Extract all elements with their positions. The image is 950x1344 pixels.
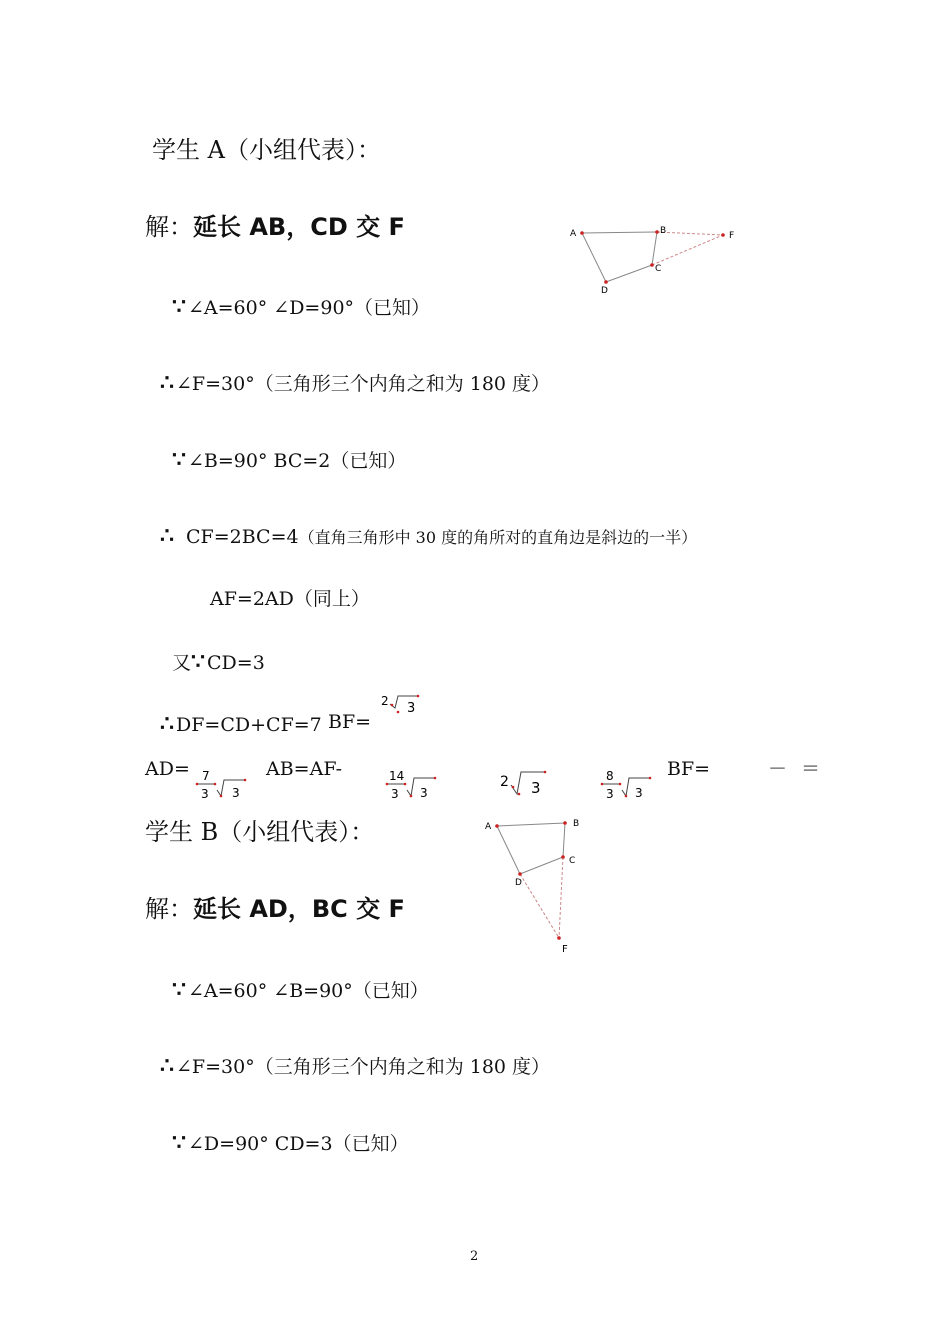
figure-b-label-c: C (569, 856, 576, 866)
fraction-8-over-3-root-3 (598, 766, 658, 802)
because-symbol: ∵ (172, 977, 186, 1003)
therefore-symbol: ∴ (160, 1053, 174, 1079)
coef-text: 2 (500, 774, 509, 790)
student-a-title: 学生 A（小组代表）： (152, 136, 381, 164)
solve-label: 解： (145, 213, 193, 241)
line-a5: AF=2AD（同上） (210, 588, 370, 610)
bf-label-2: BF= (667, 758, 711, 780)
denominator-text: 3 (201, 787, 209, 801)
bf-label: BF= (328, 711, 372, 733)
figure-a (565, 220, 765, 300)
bf-value-2-root-3 (378, 690, 428, 720)
figure-a-label-a: A (570, 229, 577, 239)
ad-value-fraction (193, 766, 253, 802)
because-symbol: ∵ (172, 447, 186, 473)
denominator-text: 3 (391, 787, 399, 801)
trailing-operators: － ＝ (768, 758, 825, 780)
figure-a-label-d: D (601, 286, 608, 296)
therefore-symbol: ∴ (160, 711, 174, 737)
radicand-text: 3 (635, 786, 643, 800)
fraction-14-over-3-root-3 (383, 766, 443, 802)
ab-label: AB=AF- (266, 758, 343, 780)
therefore-symbol: ∴ (160, 370, 174, 396)
therefore-symbol: ∴ (160, 523, 174, 549)
value-2-root-3 (497, 766, 557, 802)
solve-label: 解： (145, 895, 193, 923)
line-a4: ∴ CF=2BC=4（直角三角形中 30 度的角所对的直角边是斜边的一半） (160, 523, 698, 549)
line-a1: ∵ ∠A=60° ∠D=90°（已知） (172, 294, 431, 320)
solve-text: 延长 AB，CD 交 F (193, 213, 405, 241)
ad-label: AD= (145, 758, 190, 780)
figure-b-label-f: F (562, 944, 568, 955)
numerator-text: 7 (202, 769, 210, 783)
solve-text: 延长 AD，BC 交 F (193, 895, 405, 923)
line-b1: ∵ ∠A=60° ∠B=90°（已知） (172, 977, 429, 1003)
coef-text: 2 (381, 694, 389, 708)
line-a6: 又∵ CD=3 (172, 649, 265, 675)
because-symbol: ∵ (172, 1130, 186, 1156)
figure-b (480, 812, 590, 962)
because-symbol: ∵ (191, 649, 206, 675)
radicand-text: 3 (407, 701, 416, 716)
because-symbol: ∵ (172, 294, 186, 320)
line-a7: ∴ DF=CD+CF=7 (160, 711, 322, 737)
figure-b-label-d: D (515, 878, 522, 888)
figure-a-label-c: C (655, 264, 662, 274)
line-a3: ∵ ∠B=90° BC=2（已知） (172, 447, 407, 473)
student-b-solution-heading (145, 897, 405, 921)
cf-reason: （直角三角形中 30 度的角所对的直角边是斜边的一半） (298, 528, 698, 547)
figure-b-label-b: B (573, 819, 580, 829)
figure-a-label-b: B (660, 226, 667, 236)
numerator-text: 14 (389, 769, 405, 783)
you-prefix: 又 (172, 652, 192, 674)
radicand-text: 3 (420, 786, 428, 800)
radicand-text: 3 (531, 779, 541, 797)
figure-b-label-a: A (485, 822, 492, 832)
line-a2: ∴ ∠F=30°（三角形三个内角之和为 180 度） (160, 370, 551, 396)
line-b3: ∵ ∠D=90° CD=3（已知） (172, 1130, 409, 1156)
student-b-title: 学生 B（小组代表）： (145, 818, 375, 846)
student-a-solution-heading (145, 215, 405, 239)
numerator-text: 8 (606, 769, 614, 783)
denominator-text: 3 (606, 787, 614, 801)
figure-a-label-f: F (729, 231, 735, 241)
page-number: 2 (470, 1249, 479, 1264)
radicand-text: 3 (232, 786, 240, 800)
line-b2: ∴ ∠F=30°（三角形三个内角之和为 180 度） (160, 1053, 551, 1079)
